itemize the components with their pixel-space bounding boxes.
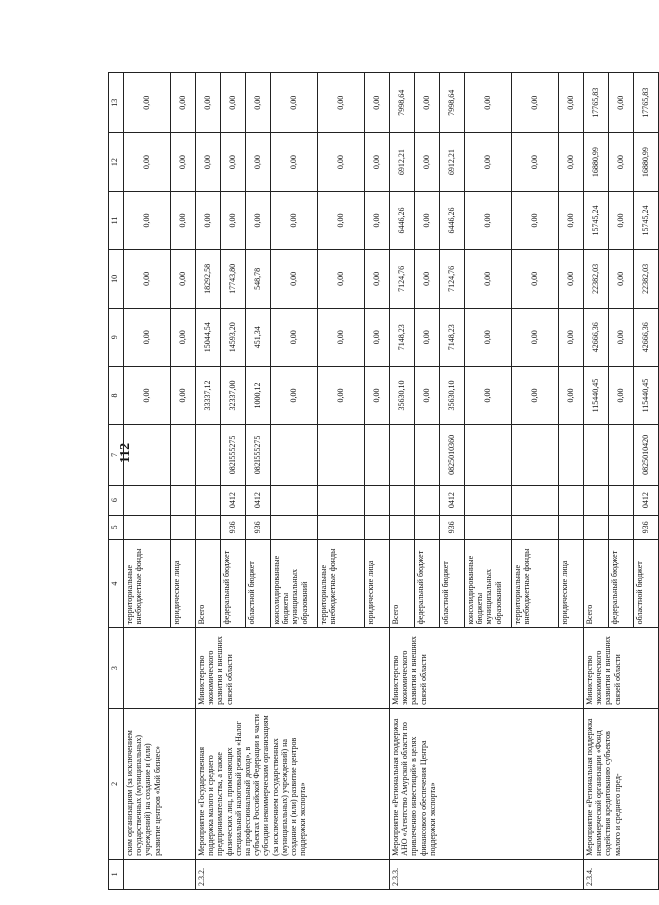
- section-code: [390, 485, 415, 515]
- column-number: 10: [109, 250, 124, 308]
- grbs-code: [390, 515, 415, 539]
- amount-cell: 14593,20: [221, 308, 246, 366]
- funding-source: Всего: [584, 539, 609, 628]
- item-number: 2.3.4.: [584, 859, 659, 889]
- amount-cell: 0,00: [246, 191, 271, 249]
- grbs-code: [559, 515, 584, 539]
- amount-cell: 0,00: [465, 133, 512, 191]
- funding-source: юридические лица: [365, 539, 390, 628]
- amount-cell: 7998,64: [440, 73, 465, 134]
- amount-cell: 0,00: [559, 308, 584, 366]
- amount-cell: 0,00: [365, 366, 390, 424]
- section-code: [271, 485, 318, 515]
- amount-cell: 0,00: [124, 73, 171, 134]
- amount-cell: 0,00: [415, 250, 440, 308]
- executor: Министерство экономического развития и внешних связей области: [584, 628, 659, 708]
- amount-cell: 35630,10: [440, 366, 465, 424]
- section-code: [124, 485, 171, 515]
- grbs-code: [415, 515, 440, 539]
- target-article-code: 082I555275: [221, 425, 246, 485]
- grbs-code: [124, 515, 171, 539]
- amount-cell: 0,00: [365, 250, 390, 308]
- table-row: [196, 73, 221, 890]
- amount-cell: 22382,03: [634, 250, 659, 308]
- target-article-code: [171, 425, 196, 485]
- amount-cell: 16880,99: [584, 133, 609, 191]
- section-code: [171, 485, 196, 515]
- funding-source: федеральный бюджет: [221, 539, 246, 628]
- amount-cell: 0,00: [124, 250, 171, 308]
- target-article-code: [271, 425, 318, 485]
- amount-cell: 0,00: [196, 191, 221, 249]
- executor: [124, 628, 196, 708]
- grbs-code: [465, 515, 512, 539]
- amount-cell: 0,00: [559, 366, 584, 424]
- amount-cell: 0,00: [415, 133, 440, 191]
- amount-cell: 1000,12: [246, 366, 271, 424]
- amount-cell: 0,00: [271, 366, 318, 424]
- item-number: 2.3.2.: [196, 859, 390, 889]
- section-code: 0412: [440, 485, 465, 515]
- target-article-code: [512, 425, 559, 485]
- measure-name: Мероприятие «Государственная поддержка малого и среднего предпринимательства, а также физических лиц, применяющих специальный налоговый режим «Налог на профессиональный доход», в субъектах Российской Федерации в части субсидии некоммерческим организациям (за исключением государственных (муниципальных) учреждений) на создание и (или) развитие центров поддержки экспорта»: [196, 708, 390, 859]
- amount-cell: 0,00: [559, 191, 584, 249]
- column-number: 9: [109, 308, 124, 366]
- amount-cell: 0,00: [512, 250, 559, 308]
- grbs-code: [318, 515, 365, 539]
- measure-name: Мероприятие «Региональная поддержка некоммерческой организации «Фонд содействия кредитованию субъектов малого и среднего пред-: [584, 708, 659, 859]
- section-code: 0412: [246, 485, 271, 515]
- section-code: 0412: [221, 485, 246, 515]
- amount-cell: 0,00: [124, 366, 171, 424]
- funding-source: областной бюджет: [246, 539, 271, 628]
- amount-cell: 6912,21: [390, 133, 415, 191]
- amount-cell: 115440,45: [634, 366, 659, 424]
- measure-name: ским организациям (за исключением государственных (муниципальных) учреждений) на создание и (или) развитие центров «Мой бизнес»: [124, 708, 196, 859]
- amount-cell: 0,00: [171, 73, 196, 134]
- amount-cell: 0,00: [465, 191, 512, 249]
- amount-cell: 0,00: [609, 191, 634, 249]
- amount-cell: 0,00: [221, 73, 246, 134]
- amount-cell: 0,00: [318, 133, 365, 191]
- funding-source: консолидированные бюджеты муниципальных образований: [465, 539, 512, 628]
- section-code: [365, 485, 390, 515]
- column-number: 13: [109, 73, 124, 134]
- amount-cell: 0,00: [246, 73, 271, 134]
- amount-cell: 0,00: [465, 366, 512, 424]
- amount-cell: 0,00: [171, 250, 196, 308]
- amount-cell: 0,00: [124, 308, 171, 366]
- column-number: 4: [109, 539, 124, 628]
- target-article-code: [465, 425, 512, 485]
- amount-cell: 0,00: [318, 250, 365, 308]
- section-code: [584, 485, 609, 515]
- column-number: 1: [109, 859, 124, 889]
- column-number-row: [109, 73, 124, 890]
- amount-cell: 0,00: [318, 73, 365, 134]
- amount-cell: 42666,36: [634, 308, 659, 366]
- amount-cell: 0,00: [171, 191, 196, 249]
- amount-cell: 33337,12: [196, 366, 221, 424]
- amount-cell: 0,00: [196, 73, 221, 134]
- amount-cell: 0,00: [609, 250, 634, 308]
- amount-cell: 16880,99: [634, 133, 659, 191]
- section-code: [512, 485, 559, 515]
- grbs-code: [171, 515, 196, 539]
- table-row: [584, 73, 609, 890]
- funding-source: областной бюджет: [634, 539, 659, 628]
- section-code: [415, 485, 440, 515]
- amount-cell: 6912,21: [440, 133, 465, 191]
- target-article-code: [609, 425, 634, 485]
- item-number: 2.3.3.: [390, 859, 584, 889]
- amount-cell: 0,00: [609, 73, 634, 134]
- amount-cell: 0,00: [559, 250, 584, 308]
- funding-source: федеральный бюджет: [415, 539, 440, 628]
- amount-cell: 0,00: [465, 250, 512, 308]
- amount-cell: 7998,64: [390, 73, 415, 134]
- target-article-code: [318, 425, 365, 485]
- amount-cell: 0,00: [318, 366, 365, 424]
- target-article-code: [584, 425, 609, 485]
- amount-cell: 0,00: [196, 133, 221, 191]
- amount-cell: 0,00: [365, 133, 390, 191]
- funding-source: территориальные внебюджетные фонды: [512, 539, 559, 628]
- grbs-code: [196, 515, 221, 539]
- amount-cell: 0,00: [609, 133, 634, 191]
- grbs-code: 936: [246, 515, 271, 539]
- amount-cell: 451,34: [246, 308, 271, 366]
- column-number: 3: [109, 628, 124, 708]
- column-number: 2: [109, 708, 124, 859]
- amount-cell: 17765,83: [584, 73, 609, 134]
- amount-cell: 17765,83: [634, 73, 659, 134]
- amount-cell: 35630,10: [390, 366, 415, 424]
- executor: Министерство экономического развития и внешних связей области: [390, 628, 584, 708]
- grbs-code: [584, 515, 609, 539]
- amount-cell: 0,00: [609, 308, 634, 366]
- amount-cell: 18292,58: [196, 250, 221, 308]
- target-article-code: 0825010420: [634, 425, 659, 485]
- amount-cell: 0,00: [271, 250, 318, 308]
- amount-cell: 42666,36: [584, 308, 609, 366]
- amount-cell: 0,00: [271, 308, 318, 366]
- measure-name: Мероприятие «Региональная поддержка АНО «Агентство Амурской области по привлечению инвестиций» в целях финансового обеспечения Центра поддержки экспорта»: [390, 708, 584, 859]
- amount-cell: 0,00: [465, 73, 512, 134]
- table-row: [124, 73, 171, 890]
- grbs-code: [609, 515, 634, 539]
- amount-cell: 0,00: [465, 308, 512, 366]
- target-article-code: [390, 425, 415, 485]
- amount-cell: 0,00: [246, 133, 271, 191]
- amount-cell: 0,00: [415, 73, 440, 134]
- target-article-code: [559, 425, 584, 485]
- section-code: [465, 485, 512, 515]
- column-number: 7: [109, 425, 124, 485]
- funding-source: федеральный бюджет: [609, 539, 634, 628]
- amount-cell: 0,00: [318, 308, 365, 366]
- column-number: 11: [109, 191, 124, 249]
- page-number: 112: [118, 442, 133, 464]
- funding-source: областной бюджет: [440, 539, 465, 628]
- amount-cell: 15745,24: [584, 191, 609, 249]
- amount-cell: 0,00: [415, 308, 440, 366]
- budget-table-rotated: [108, 72, 651, 890]
- amount-cell: 6446,26: [390, 191, 415, 249]
- amount-cell: 32337,00: [221, 366, 246, 424]
- amount-cell: 0,00: [365, 308, 390, 366]
- amount-cell: 7124,76: [440, 250, 465, 308]
- amount-cell: 115440,45: [584, 366, 609, 424]
- amount-cell: 0,00: [318, 191, 365, 249]
- amount-cell: 0,00: [512, 133, 559, 191]
- funding-source: территориальные внебюджетные фонды: [318, 539, 365, 628]
- funding-source: территориальные внебюджетные фонды: [124, 539, 171, 628]
- funding-source: Всего: [390, 539, 415, 628]
- amount-cell: 0,00: [171, 366, 196, 424]
- amount-cell: 15745,24: [634, 191, 659, 249]
- amount-cell: 0,00: [221, 133, 246, 191]
- amount-cell: 0,00: [271, 73, 318, 134]
- amount-cell: 7124,76: [390, 250, 415, 308]
- amount-cell: 0,00: [415, 366, 440, 424]
- section-code: [609, 485, 634, 515]
- funding-source: консолидированные бюджеты муниципальных образований: [271, 539, 318, 628]
- target-article-code: [124, 425, 171, 485]
- amount-cell: 0,00: [559, 133, 584, 191]
- amount-cell: 0,00: [512, 191, 559, 249]
- target-article-code: 082I555275: [246, 425, 271, 485]
- table-body: [124, 73, 659, 890]
- amount-cell: 0,00: [271, 133, 318, 191]
- budget-table: [108, 72, 659, 890]
- amount-cell: 0,00: [512, 366, 559, 424]
- section-code: 0412: [634, 485, 659, 515]
- grbs-code: [271, 515, 318, 539]
- funding-source: юридические лица: [559, 539, 584, 628]
- grbs-code: 936: [221, 515, 246, 539]
- amount-cell: 0,00: [559, 73, 584, 134]
- amount-cell: 6446,26: [440, 191, 465, 249]
- rotated-table-area: [108, 72, 651, 890]
- amount-cell: 7148,23: [390, 308, 415, 366]
- amount-cell: 0,00: [221, 191, 246, 249]
- section-code: [318, 485, 365, 515]
- amount-cell: 7148,23: [440, 308, 465, 366]
- amount-cell: 0,00: [512, 308, 559, 366]
- target-article-code: 0825010360: [440, 425, 465, 485]
- funding-source: юридические лица: [171, 539, 196, 628]
- amount-cell: 0,00: [171, 133, 196, 191]
- amount-cell: 0,00: [365, 73, 390, 134]
- amount-cell: 0,00: [124, 133, 171, 191]
- amount-cell: 0,00: [365, 191, 390, 249]
- section-code: [559, 485, 584, 515]
- executor: Министерство экономического развития и внешних связей области: [196, 628, 390, 708]
- column-number: 8: [109, 366, 124, 424]
- table-row: [390, 73, 415, 890]
- grbs-code: 936: [634, 515, 659, 539]
- grbs-code: [365, 515, 390, 539]
- amount-cell: 548,78: [246, 250, 271, 308]
- target-article-code: [196, 425, 221, 485]
- amount-cell: 0,00: [512, 73, 559, 134]
- amount-cell: 0,00: [124, 191, 171, 249]
- column-number: 12: [109, 133, 124, 191]
- grbs-code: 936: [440, 515, 465, 539]
- item-number: [124, 859, 196, 889]
- amount-cell: 0,00: [271, 191, 318, 249]
- amount-cell: 17743,80: [221, 250, 246, 308]
- amount-cell: 22382,03: [584, 250, 609, 308]
- amount-cell: 0,00: [171, 308, 196, 366]
- column-number: 5: [109, 515, 124, 539]
- amount-cell: 0,00: [609, 366, 634, 424]
- target-article-code: [365, 425, 390, 485]
- grbs-code: [512, 515, 559, 539]
- amount-cell: 0,00: [415, 191, 440, 249]
- column-number: 6: [109, 485, 124, 515]
- funding-source: Всего: [196, 539, 221, 628]
- section-code: [196, 485, 221, 515]
- amount-cell: 15044,54: [196, 308, 221, 366]
- target-article-code: [415, 425, 440, 485]
